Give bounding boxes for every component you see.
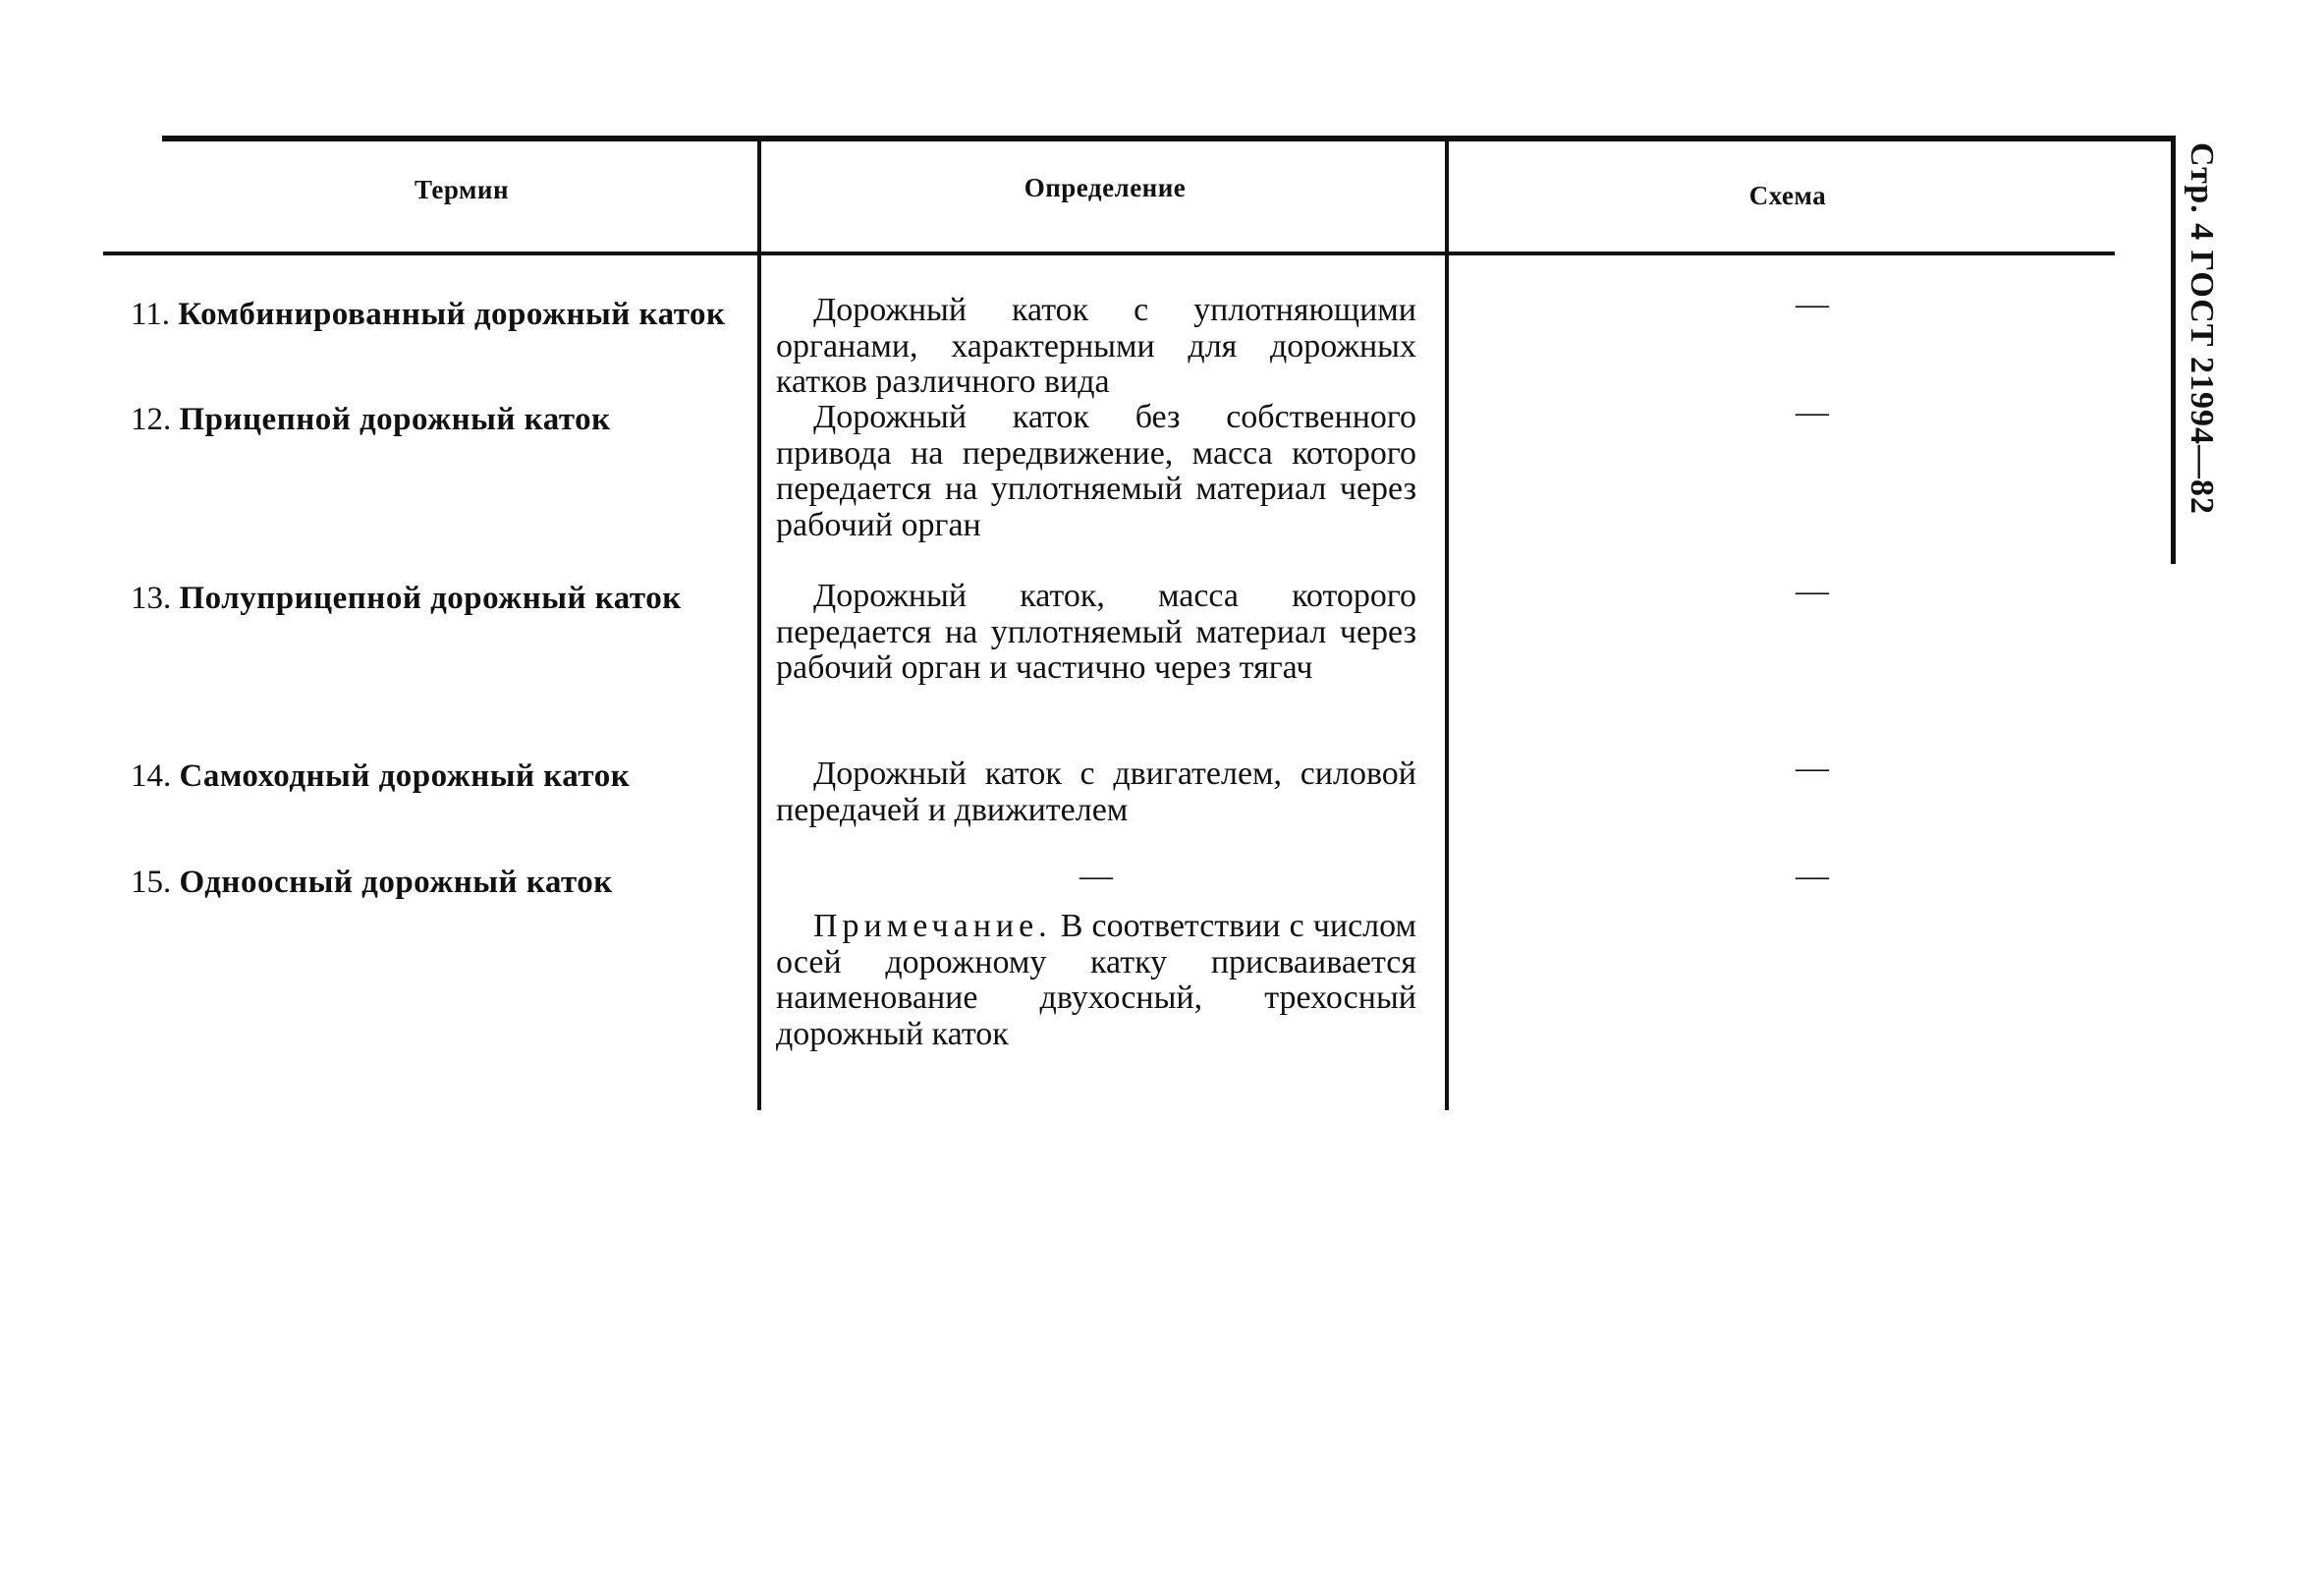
scheme-12: — xyxy=(1796,394,1829,430)
definition-text: Дорожный каток с двигателем, силовой передачей и движителем xyxy=(776,756,1416,828)
term-number: 11. xyxy=(131,297,171,332)
column-header-term: Термин xyxy=(414,175,510,204)
term-name: Прицепной дорожный каток xyxy=(179,402,611,437)
definition-text: Дорожный каток без собственного привода на передвижение, масса которого передается на уплотняемый материал через рабочий орган xyxy=(776,399,1416,543)
term-12 xyxy=(131,402,740,437)
table-top-rule xyxy=(162,136,2176,141)
term-name: Комбинированный дорожный каток xyxy=(178,297,726,332)
column-header-scheme: Схема xyxy=(1748,181,1827,210)
term-name: Самоходный дорожный каток xyxy=(179,758,631,794)
running-head xyxy=(2173,142,2232,575)
term-number: 12. xyxy=(131,402,172,437)
definition-12 xyxy=(776,400,1416,543)
term-number: 15. xyxy=(131,865,172,900)
term-number: 13. xyxy=(131,581,172,616)
definition-13 xyxy=(776,579,1416,687)
definition-text: Дорожный каток, масса которого передается на уплотняемый материал через рабочий орган и частично через тягач xyxy=(776,578,1416,686)
scheme-11: — xyxy=(1796,286,1829,322)
term-name: Одноосный дорожный каток xyxy=(179,865,613,900)
definition-11 xyxy=(776,293,1416,401)
term-11 xyxy=(101,297,738,332)
note xyxy=(776,909,1416,1052)
term-14 xyxy=(131,758,740,794)
term-name: Полуприцепной дорожный каток xyxy=(179,581,682,616)
running-head-text: Стр. 4 ГОСТ 21994—82 xyxy=(2184,142,2220,516)
scheme-15: — xyxy=(1796,858,1829,894)
definition-14 xyxy=(776,756,1416,828)
column-divider-right xyxy=(1445,138,1449,1110)
definition-text: Дорожный каток с уплотняющими органами, характерными для дорожных катков различного вида xyxy=(776,292,1416,400)
scheme-14: — xyxy=(1796,750,1829,786)
column-divider-left xyxy=(757,138,761,1110)
term-13 xyxy=(101,581,738,616)
definition-15: — xyxy=(1079,858,1113,894)
term-number: 14. xyxy=(131,758,172,794)
term-15 xyxy=(131,865,740,900)
note-label: Примечание. xyxy=(813,908,1052,944)
column-header-definition: Определение xyxy=(1024,173,1187,202)
header-bottom-rule xyxy=(103,252,2115,255)
scheme-13: — xyxy=(1796,573,1829,609)
note-text: В соответствии с числом осей дорожному катку присваивается наименование двухосный, трехосный дорожный каток xyxy=(776,908,1417,1052)
